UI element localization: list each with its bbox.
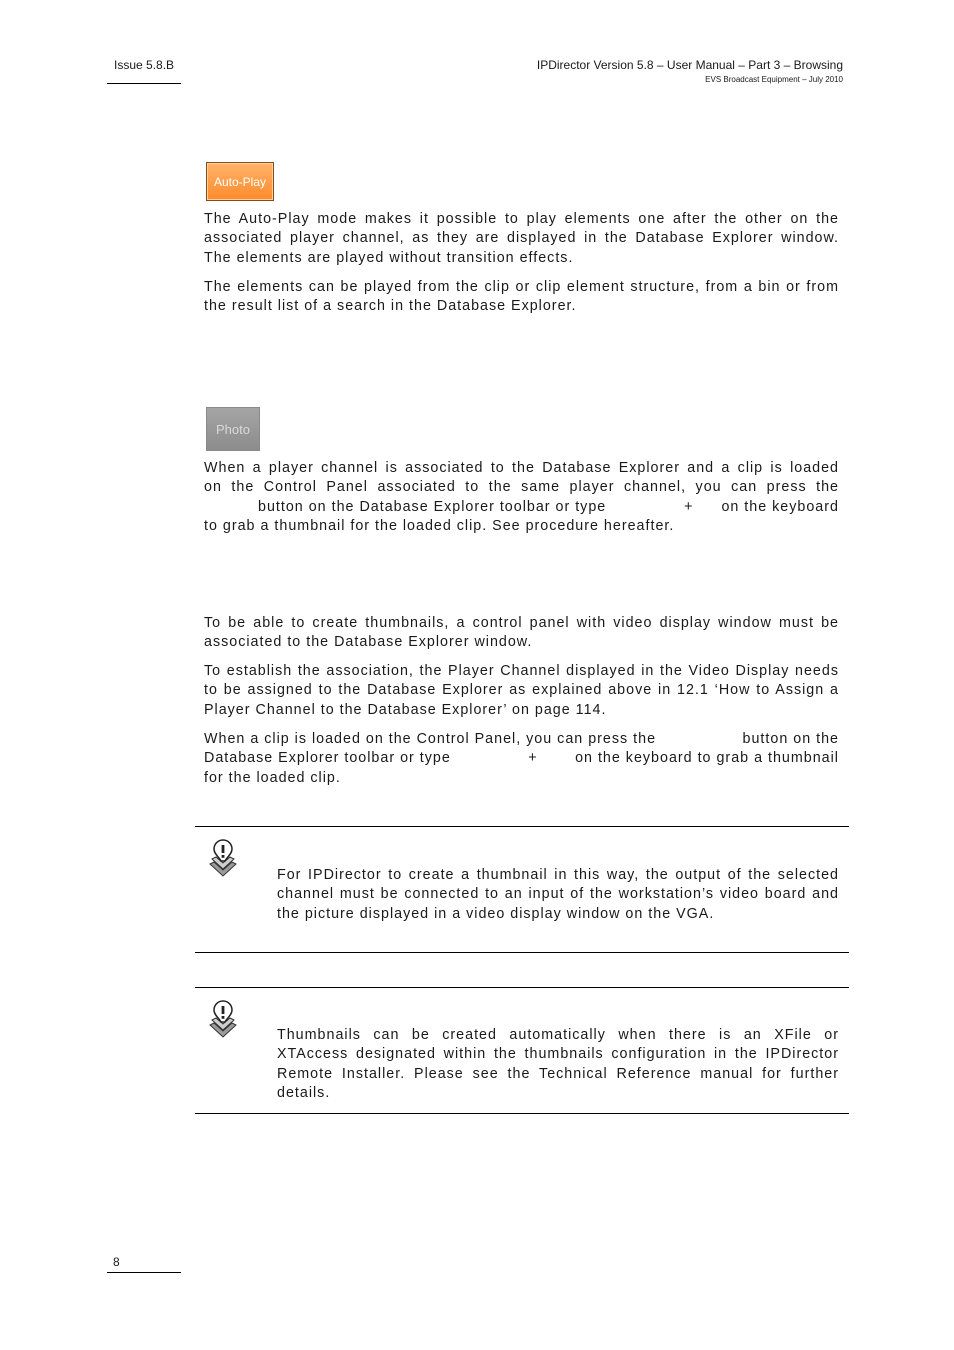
note-pin-icon bbox=[207, 999, 239, 1039]
photo-p1-line-3a: button on the Database Explorer toolbar or type bbox=[258, 498, 607, 515]
photo-paragraph-1 bbox=[204, 459, 839, 537]
photo-p4-line-3: for the loaded clip. bbox=[204, 769, 341, 786]
photo-p4-line-2a: Database Explorer toolbar or type bbox=[204, 750, 451, 767]
page-number: 8 bbox=[113, 1255, 120, 1269]
photo-p1-line-3 bbox=[204, 498, 839, 517]
autoplay-paragraph-2: The elements can be played from the clip or clip element structure, from a bin or from the result list of a search in the Database Explorer. bbox=[204, 279, 839, 315]
photo-paragraph-4 bbox=[204, 730, 839, 788]
header-issue: Issue 5.8.B bbox=[114, 58, 175, 72]
note-pin-icon bbox=[207, 838, 239, 878]
photo-paragraph-3: To establish the association, the Player Channel displayed in the Video Display needs to be assigned to the Database Explorer as explained above in 12.1 ‘How to Assign a Player Channel to the Database Explorer’ on page 114. bbox=[204, 663, 839, 718]
note-1-bottom-rule bbox=[195, 952, 849, 953]
photo-p1-line-3b: + bbox=[684, 498, 694, 515]
note-1-text: For IPDirector to create a thumbnail in this way, the output of the selected channel must be connected to an input of the workstation’s video board and the picture displayed in a video display window on the VGA. bbox=[277, 867, 839, 922]
photo-p4-line-2b: + bbox=[528, 750, 538, 767]
header-subtitle: EVS Broadcast Equipment – July 2010 bbox=[705, 75, 843, 84]
photo-button[interactable]: Photo bbox=[206, 407, 260, 451]
note-2-top-rule bbox=[195, 987, 849, 988]
photo-p4-line-1a: When a clip is loaded on the Control Panel, you can press the bbox=[204, 731, 657, 747]
photo-paragraph-2: To be able to create thumbnails, a control panel with video display window must be associated to the Database Explorer window. bbox=[204, 615, 839, 651]
auto-play-button[interactable]: Auto-Play bbox=[206, 162, 274, 201]
autoplay-paragraph-1: The Auto-Play mode makes it possible to play elements one after the other on the associated player channel, as they are displayed in the Database Explorer window. The elements are played without transition effects. bbox=[204, 211, 839, 266]
photo-p1-line-2: on the Control Panel associated to the same player channel, you can press the bbox=[204, 479, 839, 496]
photo-p1-line-1: When a player channel is associated to the Database Explorer and a clip is loaded bbox=[204, 460, 839, 476]
photo-p4-line-2c: on the keyboard to grab a thumbnail bbox=[575, 750, 839, 767]
photo-p1-line-4: to grab a thumbnail for the loaded clip. See procedure hereafter. bbox=[204, 518, 675, 535]
photo-p4-line-1b: button on the bbox=[742, 731, 839, 747]
header-divider bbox=[107, 83, 181, 84]
header-title: IPDirector Version 5.8 – User Manual – Part 3 – Browsing bbox=[536, 58, 843, 72]
header-title-block bbox=[537, 58, 843, 84]
photo-p4-line-1 bbox=[204, 730, 839, 749]
photo-p1-line-3c: on the keyboard bbox=[721, 498, 839, 515]
note-2-text: Thumbnails can be created automatically when there is an XFile or XTAccess designated within the thumbnails configuration in the IPDirector Remote Installer. Please see the Technical Reference manual for further details. bbox=[277, 1027, 839, 1102]
note-2-bottom-rule bbox=[195, 1113, 849, 1114]
footer-divider bbox=[107, 1272, 181, 1273]
photo-p4-line-2 bbox=[204, 749, 839, 768]
note-1-top-rule bbox=[195, 826, 849, 827]
